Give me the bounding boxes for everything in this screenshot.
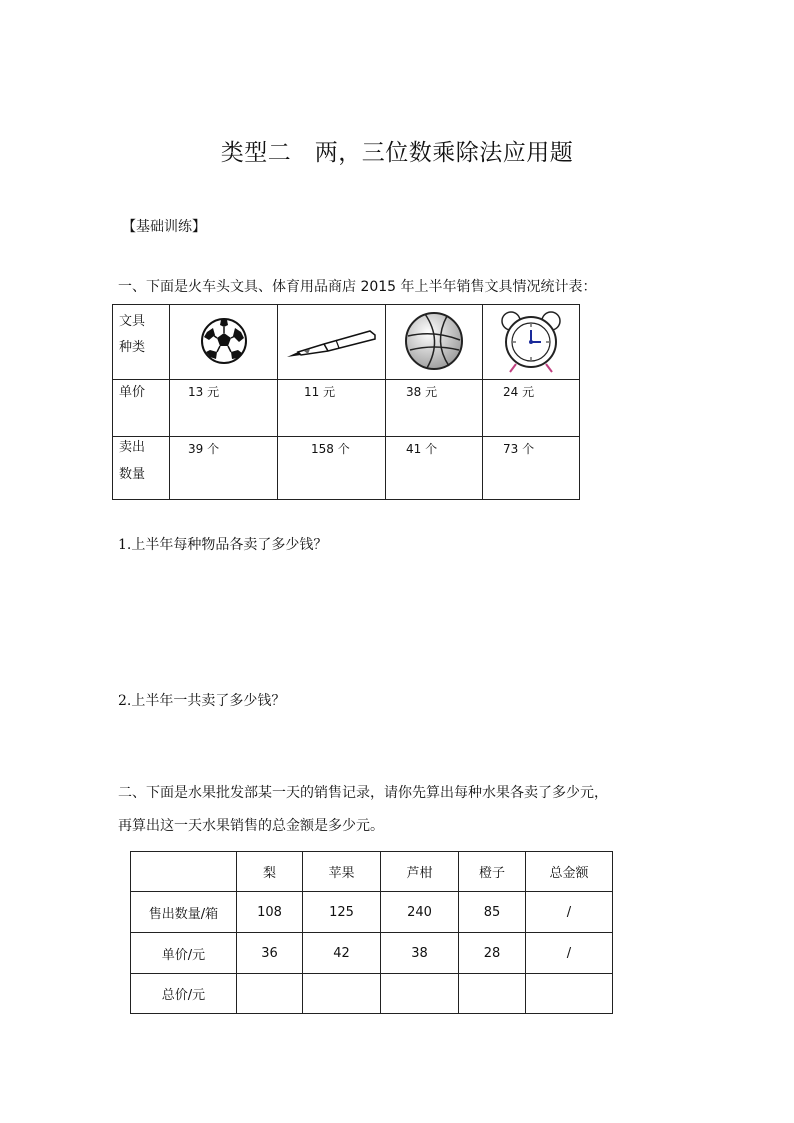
table-cell: 85 (459, 892, 526, 933)
sub-question-2: 2.上半年一共卖了多少钱？ (118, 693, 286, 709)
row-label: 总价/元 (131, 974, 237, 1014)
column-header: 橙子 (459, 852, 526, 892)
answer-cell (237, 974, 303, 1014)
table-cell: 28 (459, 933, 526, 974)
sub-question-1: 1.上半年每种物品各卖了多少钱？ (118, 537, 328, 553)
alarm-clock-icon (496, 308, 566, 374)
column-header: 苹果 (303, 852, 381, 892)
question-1-intro: 一、下面是火车头文具、体育用品商店 2015 年上半年销售文具情况统计表： (118, 279, 597, 295)
price-cell: 13 元 (170, 380, 278, 437)
column-header: 梨 (237, 852, 303, 892)
sold-cell: 39 个 (170, 437, 278, 500)
item-image-cell (483, 305, 580, 380)
section-heading: 【基础训练】 (122, 219, 206, 235)
soccer-ball-icon (199, 316, 249, 366)
question-2-line1: 二、下面是水果批发部某一天的销售记录，请你先算出每种水果各卖了多少元， (118, 785, 608, 801)
answer-cell (459, 974, 526, 1014)
sold-cell: 41 个 (386, 437, 483, 500)
price-cell: 11 元 (278, 380, 386, 437)
row-label: 单价/元 (131, 933, 237, 974)
table-cell: 240 (381, 892, 459, 933)
sold-cell: 158 个 (278, 437, 386, 500)
header-label-line1: 文具 (119, 314, 146, 329)
table-cell: / (526, 933, 613, 974)
price-cell: 24 元 (483, 380, 580, 437)
answer-cell (303, 974, 381, 1014)
basketball-icon (403, 310, 465, 372)
header-label-line2: 种类 (119, 340, 146, 355)
table-cell: 125 (303, 892, 381, 933)
table-cell: 36 (237, 933, 303, 974)
header-label-cell (113, 305, 170, 380)
answer-cell (381, 974, 459, 1014)
item-image-cell (170, 305, 278, 380)
fruit-sales-table (130, 851, 613, 1014)
answer-cell (526, 974, 613, 1014)
item-image-cell (278, 305, 386, 380)
table-cell: 108 (237, 892, 303, 933)
price-label: 单价 (113, 380, 170, 437)
table-cell: 42 (303, 933, 381, 974)
table-cell: 38 (381, 933, 459, 974)
sold-label-line2: 数量 (119, 467, 146, 482)
sold-cell: 73 个 (483, 437, 580, 500)
item-image-cell (386, 305, 483, 380)
price-cell: 38 元 (386, 380, 483, 437)
fountain-pen-icon (284, 321, 380, 361)
column-header: 总金额 (526, 852, 613, 892)
stationery-sales-table (112, 304, 580, 500)
column-header (131, 852, 237, 892)
sold-label-cell (113, 437, 170, 500)
sold-label-line1: 卖出 (119, 440, 146, 455)
table-cell: / (526, 892, 613, 933)
row-label: 售出数量/箱 (131, 892, 237, 933)
page-title: 类型二 两，三位数乘除法应用题 (220, 140, 574, 166)
column-header: 芦柑 (381, 852, 459, 892)
question-2-line2: 再算出这一天水果销售的总金额是多少元。 (118, 818, 384, 834)
